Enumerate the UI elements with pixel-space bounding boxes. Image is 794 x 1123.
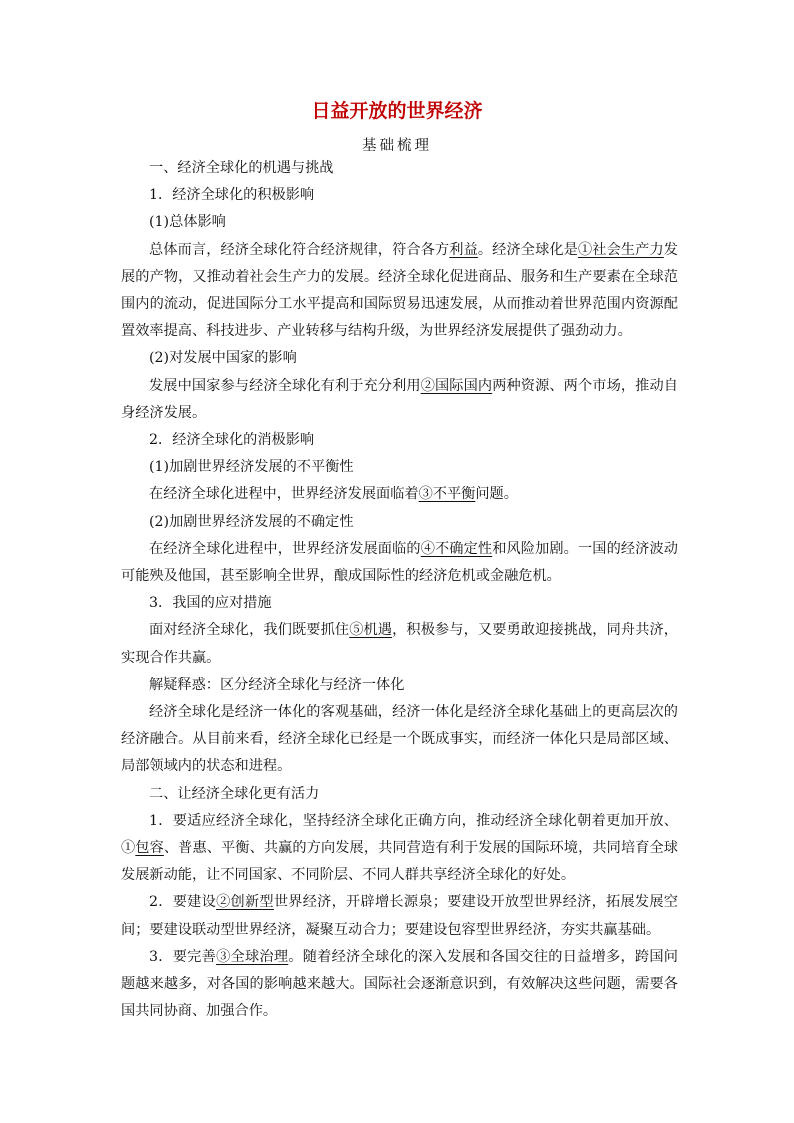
subheading-uncertainty: (2)加剧世界经济发展的不确定性 [149,513,354,530]
text-run: ，积极参与，又要勇敢迎接挑战，同舟共济，实现合作共赢。 [121,622,678,666]
text-run: 两种资源、两个市场，推动自身经济发展。 [121,377,678,421]
paragraph-build-economy [121,889,678,943]
subheading-countermeasures: 3．我国的应对措施 [149,595,272,612]
note-heading: 解疑释惑：区分经济全球化与经济一体化 [149,676,405,693]
subheading-negative-impact: 2．经济全球化的消极影响 [149,432,315,449]
paragraph-uncertainty [121,536,678,590]
section-subtitle: 基础梳理 [362,138,432,154]
underlined-term: ②创新型 [216,894,274,911]
underlined-term: 包容 [135,840,164,857]
text-run: 问题。 [475,486,518,503]
text-run: 发展的产物，又推动着社会生产力的发展。经济全球化促进商品、服务和生产要素在全球范围内的流动，促进国际分工水平提高和国际贸易迅速发展，从而推动着世界范围内资源配置效率提高、科技进步、产业转移与结构升级，为世界经济发展提供了强劲动力。 [121,241,678,340]
document-body [121,155,678,1026]
paragraph-overall-impact [121,237,678,346]
underlined-term: ③全球治理 [216,948,289,965]
text-run: 、普惠、平衡、共赢的方向发展，共同营造有利于发展的国际环境，共同培育全球发展新动能，让不同国家、不同阶层、不同人群共享经济全球化的好处。 [121,840,678,884]
text-run: 。经济全球化是 [477,241,578,258]
text-run: 在经济全球化进程中，世界经济发展面临着 [149,486,419,503]
text-run: 发展中国家参与经济全球化有利于充分利用 [149,377,421,394]
paragraph-note: 经济全球化是经济一体化的客观基础，经济一体化是经济全球化基础上的更高层次的经济融合。从目前来看，经济全球化已经是一个既成事实，而经济一体化只是局部区域、局部领域内的状态和进程。 [121,704,678,775]
paragraph-imbalance [121,481,678,508]
underlined-term: ②国际国内 [420,377,493,394]
underlined-term: ③不平衡 [418,486,476,503]
document-title: 日益开放的世界经济 [311,100,483,122]
text-run: 和风险加剧。一国的经济波动可能殃及他国，甚至影响全世界，酿成国际性的经济危机或金融危机。 [121,540,678,585]
section-heading-2: 二、让经济全球化更有活力 [149,785,320,802]
underlined-term: ④不确定性 [420,540,493,557]
text-run: 总体而言，经济全球化符合经济规律，符合各方 [149,241,450,258]
paragraph-developing-countries [121,373,678,427]
underlined-term: 利益 [449,241,478,258]
text-run: 3．要完善 [149,948,217,965]
text-run: 2．要建设 [149,894,217,911]
text-run: 。随着经济全球化的深入发展和各国交往的日益增多，跨国问题越来越多，对各国的影响越来越大。国际社会逐渐意识到，有效解决这些问题，需要各国共同协商、加强合作。 [121,948,678,1020]
text-run: 在经济全球化进程中，世界经济发展面临的 [149,540,421,557]
subheading-developing-countries: (2)对发展中国家的影响 [149,350,297,367]
underlined-term: ①社会生产力 [577,241,664,258]
underlined-term: ⑤机遇 [349,622,393,639]
section-heading-1: 一、经济全球化的机遇与挑战 [149,160,334,176]
text-run: 世界经济，开辟增长源泉；要建设开放型世界经济，拓展发展空间；要建设联动型世界经济，凝聚互动合力；要建设包容型世界经济，夯实共赢基础。 [121,894,678,938]
paragraph-adapt [121,808,678,890]
text-run: 1．要适应经济全球化，坚持经济全球化正确方向，推动经济全球化朝着更加开放、① [121,812,678,857]
subheading-positive-impact: 1．经济全球化的积极影响 [149,187,315,204]
text-run: 面对经济全球化，我们既要抓住 [149,622,350,639]
subheading-overall-impact: (1)总体影响 [149,214,226,231]
paragraph-countermeasures [121,617,678,671]
subheading-imbalance: (1)加剧世界经济发展的不平衡性 [149,459,354,476]
paragraph-global-governance [121,944,678,1026]
